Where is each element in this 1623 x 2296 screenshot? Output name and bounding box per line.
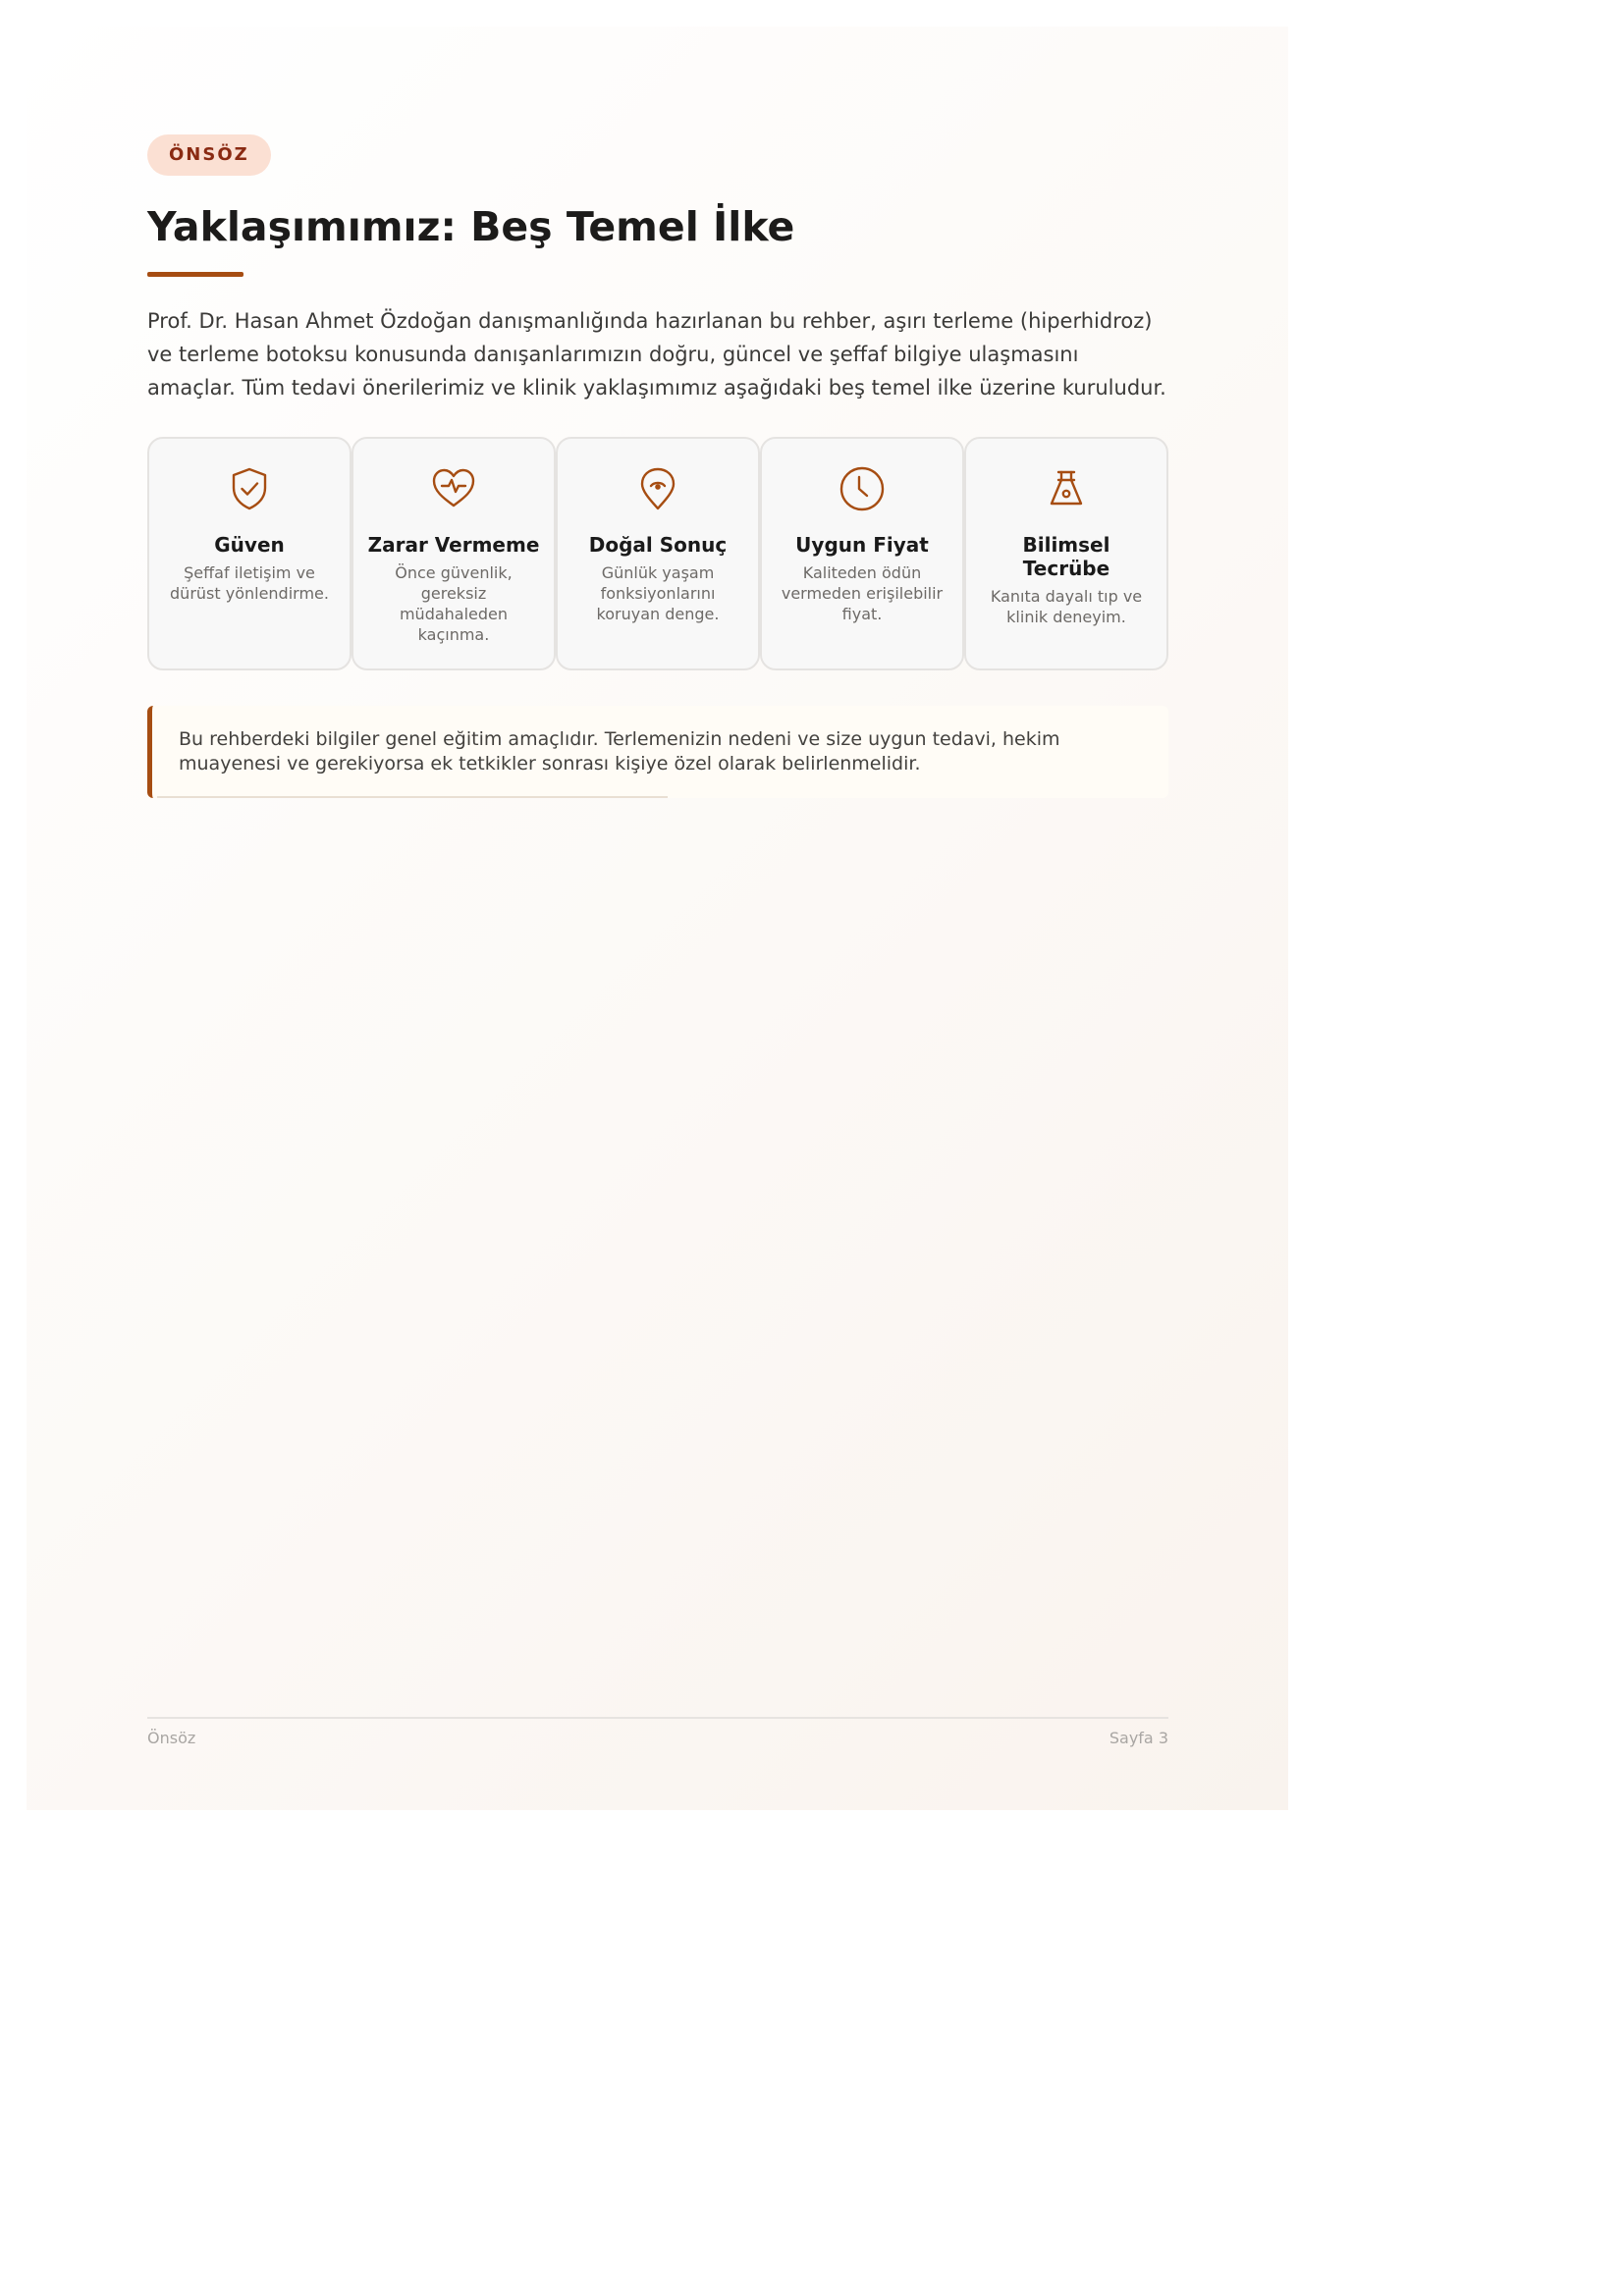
section-badge: ÖNSÖZ: [147, 134, 271, 176]
principle-title: Doğal Sonuç: [588, 533, 728, 557]
principle-desc: Kaliteden ödün vermeden erişilebilir fiyat.: [781, 563, 944, 623]
title-underline: [147, 272, 243, 277]
principle-desc: Şeffaf iletişim ve dürüst yönlendirme.: [170, 563, 329, 603]
page-content: [147, 134, 1168, 798]
principle-title: Uygun Fiyat: [795, 533, 929, 557]
flask-icon: [1042, 464, 1091, 513]
document-page: [27, 27, 1288, 1810]
footer-section-label: Önsöz: [147, 1729, 196, 1747]
principle-title: Zarar Vermeme: [367, 533, 540, 557]
shield-check-icon: [225, 464, 274, 513]
principle-desc: Kanıta dayalı tıp ve klinik deneyim.: [990, 587, 1143, 626]
disclaimer-text: Bu rehberdeki bilgiler genel eğitim amaçlıdır. Terlemenizin nedeni ve size uygun tedavi, hekim muayenesi ve gerekiyorsa ek tetkikler sonrası kişiye özel olarak belirlenmelidir.: [179, 728, 1060, 774]
principle-desc: Önce güvenlik, gereksiz müdahaleden kaçınma.: [395, 563, 513, 644]
principle-desc: Günlük yaşam fonksiyonlarını koruyan denge.: [596, 563, 720, 623]
principle-card-guven: [147, 437, 352, 670]
note-divider: [157, 796, 668, 798]
disclaimer-note: [147, 706, 1168, 798]
principle-card-bilimsel-tecrube: [964, 437, 1168, 670]
page-footer: [147, 1717, 1168, 1747]
principle-card-uygun-fiyat: [760, 437, 964, 670]
principles-grid: [147, 437, 1168, 670]
clock-icon: [838, 464, 887, 513]
page-title: Yaklaşımımız: Beş Temel İlke: [147, 203, 795, 250]
principle-card-dogal-sonuc: [556, 437, 760, 670]
intro-paragraph: Prof. Dr. Hasan Ahmet Özdoğan danışmanlığında hazırlanan bu rehber, aşırı terleme (hiperhidroz) ve terleme botoksu konusunda danışanlarımızın doğru, güncel ve şeffaf bilgiye ulaşmasını amaçlar. Tüm tedavi önerilerimiz ve klinik yaklaşımımız aşağıdaki beş temel ilke üzerine kuruludur.: [147, 309, 1166, 400]
location-pin-icon: [633, 464, 682, 513]
principle-title: Bilimsel Tecrübe: [1022, 533, 1110, 580]
principle-card-zarar-vermeme: [352, 437, 556, 670]
heart-pulse-icon: [429, 464, 478, 513]
principle-title: Güven: [214, 533, 285, 557]
footer-page-number: Sayfa 3: [1109, 1729, 1168, 1747]
